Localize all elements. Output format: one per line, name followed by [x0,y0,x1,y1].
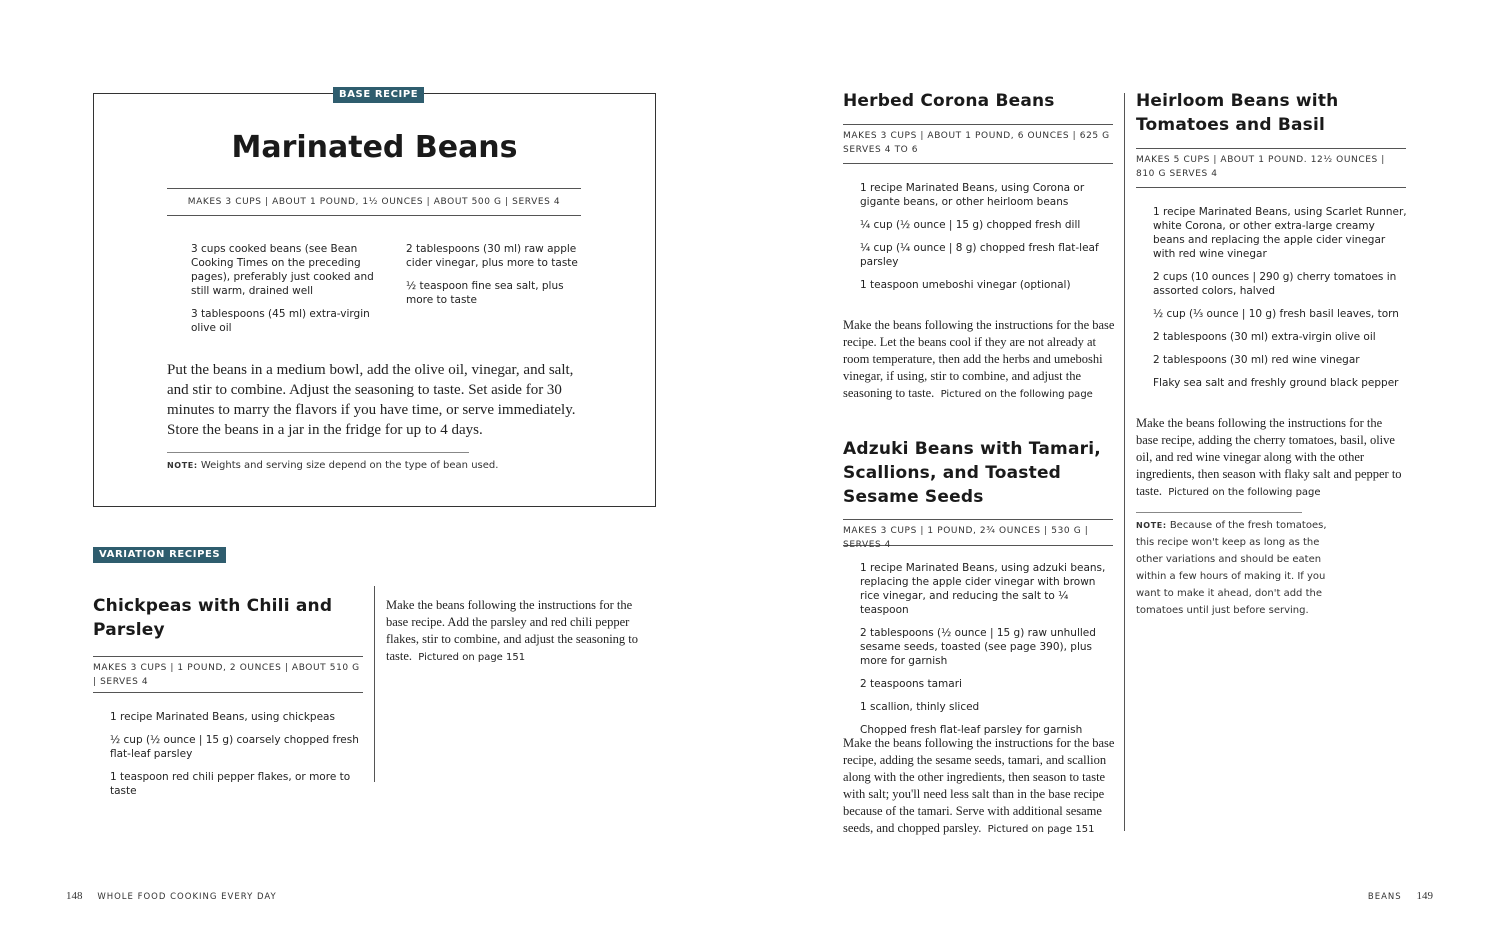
chickpeas-title: Chickpeas with Chili and Parsley [93,596,333,640]
pictured-reference: Pictured on page 151 [987,824,1095,835]
ingredient: 1 recipe Marinated Beans, using Scarlet Runner, white Corona, or other extra-large creamy beans and replacing the apple cider vinegar with red wine vinegar [1153,206,1407,260]
variation-recipes-tag: VARIATION RECIPES [93,547,226,563]
ingredient: 1 scallion, thinly sliced [860,701,980,713]
base-recipe-note [167,457,527,474]
pictured-reference: Pictured on the following page [940,389,1093,400]
ingredient: Flaky sea salt and freshly ground black pepper [1153,377,1399,389]
ingredient: Chopped fresh flat-leaf parsley for garnish [860,724,1083,736]
note-divider [167,452,469,453]
running-head: BEANS [1367,892,1402,902]
base-recipe-method: Put the beans in a medium bowl, add the olive oil, vinegar, and salt, and stir to combine. Adjust the seasoning to taste. Set aside for 30 minutes to marry the flavors if you have time, or serve immediately. Store the beans in a jar in the fridge for up to 4 days. [167,362,576,438]
method-text: Make the beans following the instructions for the base recipe, adding the cherry tomatoes, basil, olive oil, and red wine vinegar along with the other ingredients, then season with flaky salt and pepper to taste. [1136,416,1402,498]
adzuki-method [843,735,1118,838]
ingredient: 2 tablespoons (30 ml) red wine vinegar [1153,354,1360,366]
base-recipe-yield: MAKES 3 CUPS | ABOUT 1 POUND, 1½ OUNCES | ABOUT 500 G | SERVES 4 [167,188,581,216]
heirloom-note [1136,517,1341,619]
chickpeas-method [386,597,644,666]
ingredient: 2 tablespoons (½ ounce | 15 g) raw unhulled sesame seeds, toasted (see page 390), plus more for garnish [860,627,1096,667]
running-head: WHOLE FOOD COOKING EVERY DAY [97,892,277,902]
pictured-reference: Pictured on the following page [1168,487,1321,498]
ingredient: 2 tablespoons (30 ml) raw apple cider vinegar, plus more to taste [406,243,578,269]
adzuki-title: Adzuki Beans with Tamari, Scallions, and Toasted Sesame Seeds [843,439,1101,507]
base-recipe-title: Marinated Beans [231,130,518,165]
ingredient: 3 cups cooked beans (see Bean Cooking Times on the preceding pages), preferably just cooked and still warm, drained well [191,243,374,297]
ingredient: 1 recipe Marinated Beans, using adzuki beans, replacing the apple cider vinegar with brown rice vinegar, and reducing the salt to ¼ teaspoon [860,562,1106,616]
ingredient: 2 tablespoons (30 ml) extra-virgin olive oil [1153,331,1376,343]
method-text: Make the beans following the instructions for the base recipe. Add the parsley and red chili pepper flakes, stir to combine, and adjust the seasoning to taste. [386,598,639,663]
ingredient: 1 recipe Marinated Beans, using chickpeas [110,711,335,723]
ingredient: 2 cups (10 ounces | 290 g) cherry tomatoes in assorted colors, halved [1153,271,1397,297]
ingredient: ¼ cup (½ ounce | 15 g) chopped fresh dill [860,219,1081,231]
heirloom-method [1136,415,1406,501]
note-label: NOTE: [1136,521,1167,530]
ingredient: 1 recipe Marinated Beans, using Corona or gigante beans, or other heirloom beans [860,182,1085,208]
note-text: Because of the fresh tomatoes, this recipe won't keep as long as the other variations and should be eaten within a few hours of making it. If you want to make it ahead, don't add the tomatoes until just before serving. [1136,520,1327,616]
pictured-reference: Pictured on page 151 [418,652,526,663]
herbed-corona-ingredients [860,181,1115,301]
column-divider [374,586,375,782]
heirloom-yield: MAKES 5 CUPS | ABOUT 1 POUND. 12½ OUNCES | 810 G SERVES 4 [1136,148,1406,188]
heirloom-ingredients [1153,205,1408,399]
method-text: Make the beans following the instructions for the base recipe, adding the sesame seeds, tamari, and scallion along with the other ingredients, then season to taste with salt; you'll need less salt than in the base recipe because of the tamari. Serve with additional sesame seeds, and chopped parsley. [843,736,1115,835]
ingredient: ½ cup (½ ounce | 15 g) coarsely chopped fresh flat-leaf parsley [110,734,359,760]
herbed-corona-title: Herbed Corona Beans [843,91,1055,111]
ingredient: 3 tablespoons (45 ml) extra-virgin olive oil [191,308,370,334]
page-number: 148 [66,890,83,902]
heirloom-title: Heirloom Beans with Tomatoes and Basil [1136,91,1339,135]
folio-left [66,890,277,902]
chickpeas-yield: MAKES 3 CUPS | 1 POUND, 2 OUNCES | ABOUT 510 G | SERVES 4 [93,656,363,693]
herbed-corona-yield: MAKES 3 CUPS | ABOUT 1 POUND, 6 OUNCES | 625 G SERVES 4 TO 6 [843,124,1113,164]
ingredient: ½ teaspoon fine sea salt, plus more to taste [406,280,564,306]
ingredient: ¼ cup (¼ ounce | 8 g) chopped fresh flat-leaf parsley [860,242,1099,268]
ingredient: 2 teaspoons tamari [860,678,962,690]
base-ingredients-left [191,242,376,344]
chickpeas-ingredients [110,710,365,807]
page-number: 149 [1416,890,1433,902]
folio-right [1368,890,1433,902]
adzuki-yield: MAKES 3 CUPS | 1 POUND, 2¾ OUNCES | 530 G | SERVES 4 [843,519,1113,546]
base-ingredients-right [406,242,591,316]
ingredient: 1 teaspoon red chili pepper flakes, or more to taste [110,771,351,797]
method-text: Make the beans following the instructions for the base recipe. Let the beans cool if they are not already at room temperature, then add the herbs and umeboshi vinegar, if using, stir to combine, and adjust the seasoning to taste. [843,318,1115,400]
note-label: NOTE: [167,461,198,470]
column-divider [1124,93,1125,831]
ingredient: ½ cup (⅓ ounce | 10 g) fresh basil leaves, torn [1153,308,1399,320]
ingredient: 1 teaspoon umeboshi vinegar (optional) [860,279,1071,291]
herbed-corona-method [843,317,1118,403]
note-divider [1136,512,1302,513]
base-recipe-tag: BASE RECIPE [333,87,424,103]
note-text: Weights and serving size depend on the type of bean used. [200,460,499,471]
adzuki-ingredients [860,561,1118,746]
